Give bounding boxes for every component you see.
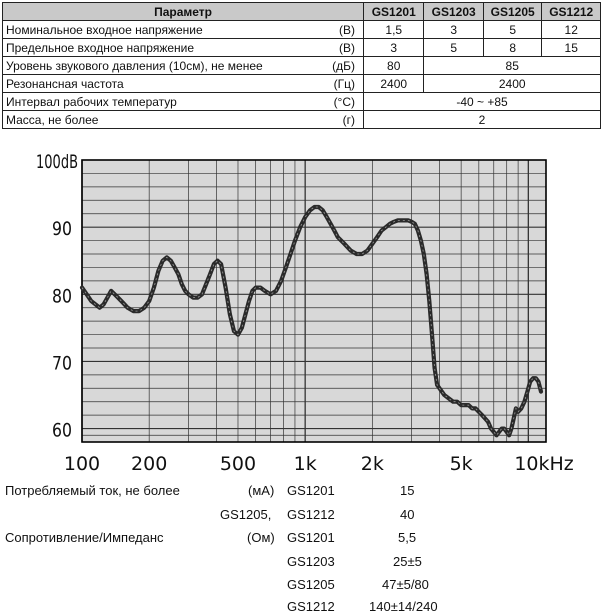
y-tick-label: 70 <box>52 352 72 375</box>
y-tick-label: 80 <box>52 285 72 308</box>
param-name: Уровень звукового давления (10см), не менее <box>3 57 314 75</box>
param-name: Номинальное входное напряжение <box>3 21 314 39</box>
param-unit: (Гц) <box>314 75 364 93</box>
param-value: 8 <box>483 39 542 57</box>
x-tick-label: 500 <box>219 453 257 475</box>
chart-plot-area <box>82 160 546 442</box>
x-tick-label: 1k <box>293 453 317 475</box>
table-header-row <box>3 3 601 21</box>
header-model: GS1201 <box>364 3 424 21</box>
param-unit: (дБ) <box>314 57 364 75</box>
lower-unit: (Ом) <box>247 530 275 545</box>
param-value: -40 ~ +85 <box>364 93 601 111</box>
param-unit: (В) <box>314 39 364 57</box>
lower-value: 140±14/240 <box>369 599 438 614</box>
param-value: 1,5 <box>364 21 424 39</box>
y-tick-label: 60 <box>52 419 72 442</box>
param-value: 12 <box>542 21 601 39</box>
param-name: Предельное входное напряжение <box>3 39 314 57</box>
param-value: 5 <box>483 21 542 39</box>
param-value: 5 <box>424 39 483 57</box>
frequency-response-chart <box>0 150 601 480</box>
y-tick-label: 100dB <box>36 151 78 173</box>
param-unit: (В) <box>314 21 364 39</box>
lower-value: 25±5 <box>393 554 422 569</box>
param-unit: (°С) <box>314 93 364 111</box>
lower-value: 47±5/80 <box>382 577 429 592</box>
lower-model: GS1201 <box>287 483 335 498</box>
lower-unit: (мА) <box>248 483 275 498</box>
y-tick-label: 90 <box>52 218 72 241</box>
param-value: 15 <box>542 39 601 57</box>
param-name: Интервал рабочих температур <box>3 93 314 111</box>
table-row <box>3 75 601 93</box>
lower-value: 40 <box>400 507 415 522</box>
lower-label: Сопротивление/Импеданс <box>5 530 164 545</box>
lower-model: GS1201 <box>287 530 335 545</box>
header-model: GS1205 <box>483 3 542 21</box>
x-tick-label: 5k <box>449 453 473 475</box>
param-value: 2400 <box>364 75 424 93</box>
param-value: 85 <box>424 57 601 75</box>
lower-model: GS1212 <box>287 507 335 522</box>
header-model: GS1212 <box>542 3 601 21</box>
param-unit: (г) <box>314 111 364 129</box>
table-row <box>3 39 601 57</box>
lower-model: GS1205 <box>287 577 335 592</box>
x-tick-label: 2k <box>360 453 384 475</box>
lower-model: GS1212 <box>287 599 335 614</box>
lower-label: Потребляемый ток, не более <box>5 483 180 498</box>
lower-unit: GS1205, <box>220 507 272 522</box>
lower-value: 15 <box>400 483 415 498</box>
x-tick-label: 200 <box>131 453 168 475</box>
param-value: 3 <box>364 39 424 57</box>
x-tick-label: 100 <box>63 453 101 475</box>
table-row <box>3 21 601 39</box>
param-name: Резонансная частота <box>3 75 314 93</box>
table-row <box>3 111 601 129</box>
param-value: 2400 <box>424 75 601 93</box>
param-value: 2 <box>364 111 601 129</box>
param-value: 3 <box>424 21 483 39</box>
table-row <box>3 57 601 75</box>
header-param: Параметр <box>3 3 364 21</box>
x-tick-label: 10kHz <box>514 453 574 475</box>
spec-table <box>2 2 601 129</box>
header-model: GS1203 <box>424 3 483 21</box>
lower-value: 5,5 <box>398 530 417 545</box>
param-value: 80 <box>364 57 424 75</box>
param-name: Масса, не более <box>3 111 314 129</box>
lower-model: GS1203 <box>287 554 335 569</box>
table-row <box>3 93 601 111</box>
